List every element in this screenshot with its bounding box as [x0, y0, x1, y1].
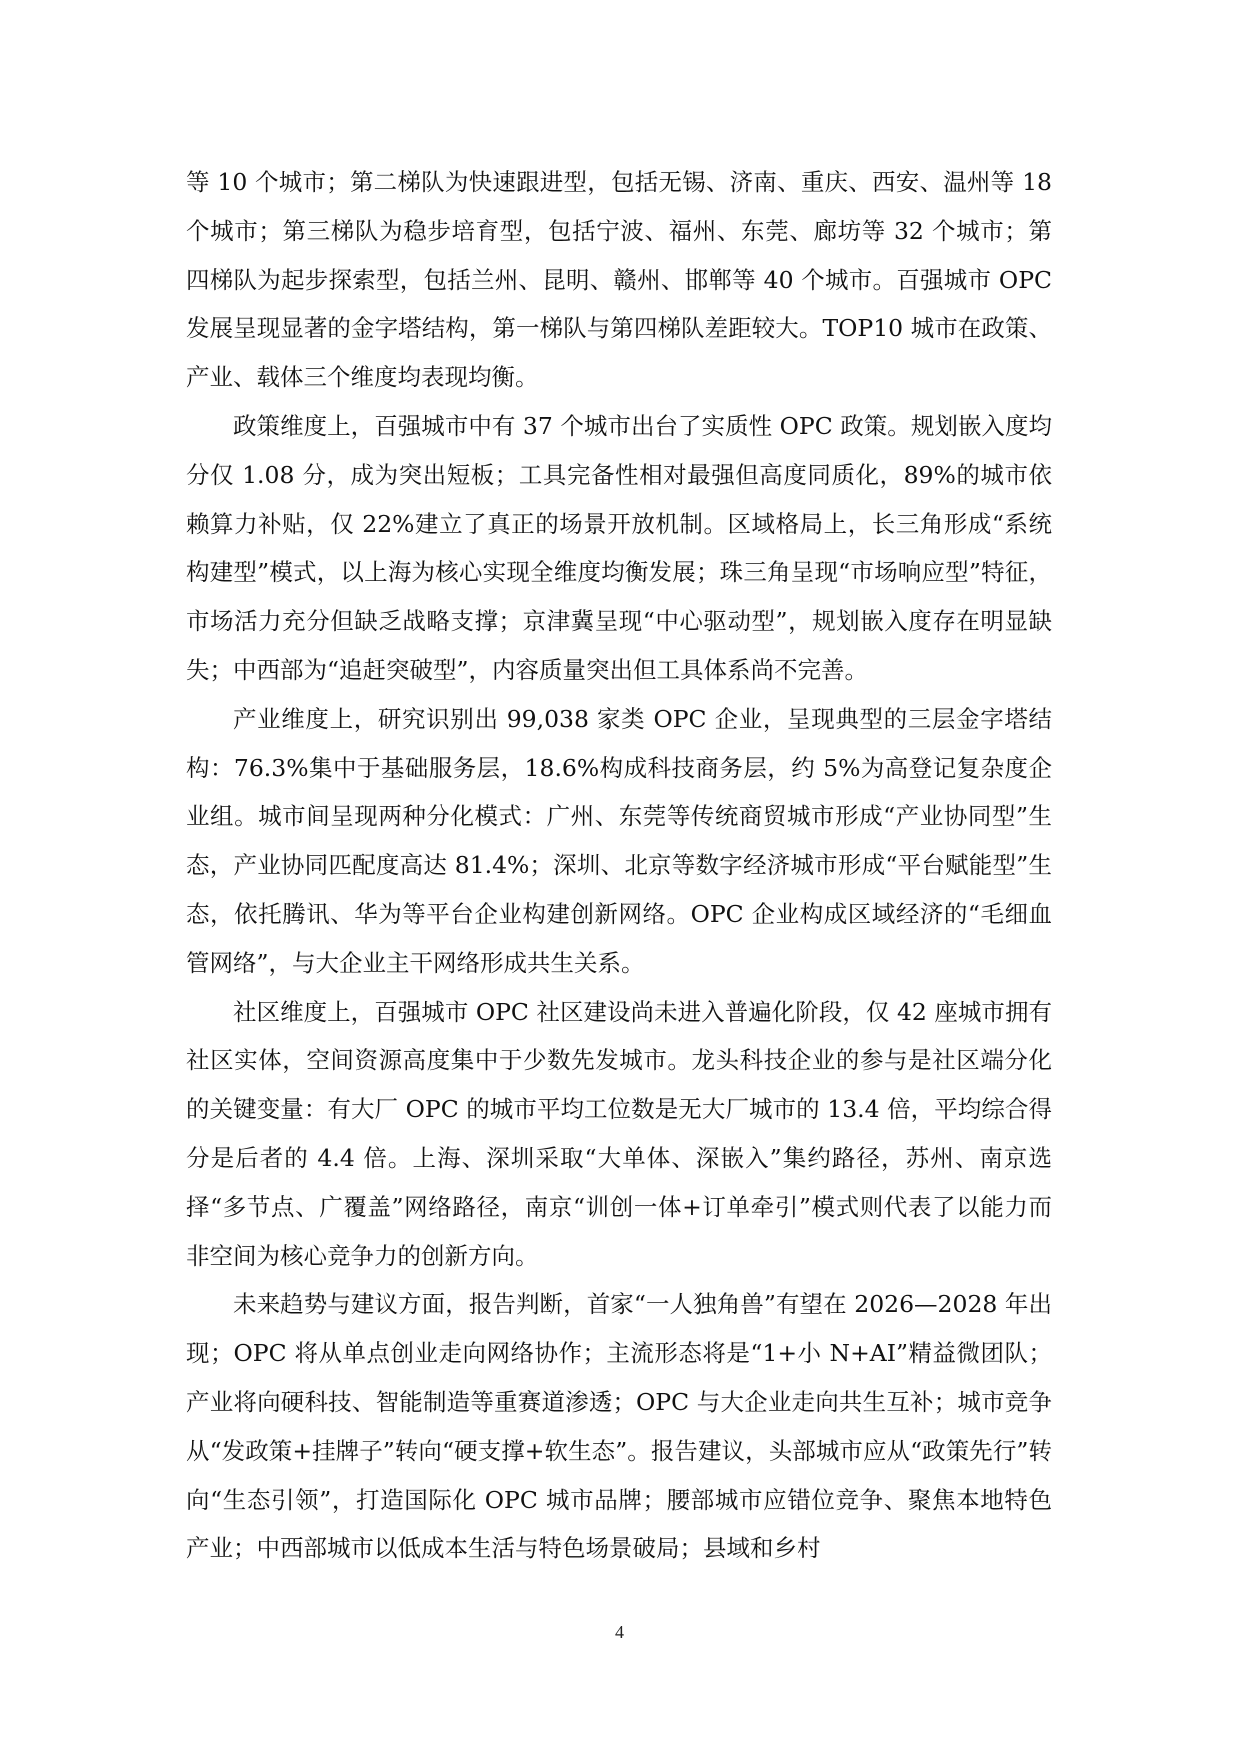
body-text	[186, 158, 1052, 1573]
paragraph-industry-dimension: 产业维度上，研究识别出 99,038 家类 OPC 企业，呈现典型的三层金字塔结构：76.3%集中于基础服务层，18.6%构成科技商务层，约 5%为高登记复杂度企业组。城市间呈现两种分化模式：广州、东莞等传统商贸城市形成“产业协同型”生态，产业协同匹配度高达 81.4%；深圳、北京等数字经济城市形成“平台赋能型”生态，依托腾讯、华为等平台企业构建创新网络。OPC 企业构成区域经济的“毛细血管网络”，与大企业主干网络形成共生关系。	[186, 704, 1052, 977]
paragraph-future-trends: 未来趋势与建议方面，报告判断，首家“一人独角兽”有望在 2026—2028 年出现；OPC 将从单点创业走向网络协作；主流形态将是“1+小 N+AI”精益微团队；产业将向硬科技、智能制造等重赛道渗透；OPC 与大企业走向共生互补；城市竞争从“发政策+挂牌子”转向“硬支撑+软生态”。报告建议，头部城市应从“政策先行”转向“生态引领”，打造国际化 OPC 城市品牌；腰部城市应错位竞争、聚焦本地特色产业；中西部城市以低成本生活与特色场景破局；县域和乡村	[186, 1290, 1052, 1563]
paragraph-continuation: 等 10 个城市；第二梯队为快速跟进型，包括无锡、济南、重庆、西安、温州等 18 个城市；第三梯队为稳步培育型，包括宁波、福州、东莞、廊坊等 32 个城市；第四梯队为起步探索型，包括兰州、昆明、赣州、邯郸等 40 个城市。百强城市 OPC 发展呈现显著的金字塔结构，第一梯队与第四梯队差距较大。TOP10 城市在政策、产业、载体三个维度均表现均衡。	[186, 168, 1052, 392]
paragraph-policy-dimension: 政策维度上，百强城市中有 37 个城市出台了实质性 OPC 政策。规划嵌入度均分仅 1.08 分，成为突出短板；工具完备性相对最强但高度同质化，89%的城市依赖算力补贴，仅 22%建立了真正的场景开放机制。区域格局上，长三角形成“系统构建型”模式，以上海为核心实现全维度均衡发展；珠三角呈现“市场响应型”特征，市场活力充分但缺乏战略支撑；京津冀呈现“中心驱动型”，规划嵌入度存在明显缺失；中西部为“追赶突破型”，内容质量突出但工具体系尚不完善。	[186, 411, 1052, 684]
paragraph-community-dimension: 社区维度上，百强城市 OPC 社区建设尚未进入普遍化阶段，仅 42 座城市拥有社区实体，空间资源高度集中于少数先发城市。龙头科技企业的参与是社区端分化的关键变量：有大厂 OPC 的城市平均工位数是无大厂城市的 13.4 倍，平均综合得分是后者的 4.4 倍。上海、深圳采取“大单体、深嵌入”集约路径，苏州、南京选择“多节点、广覆盖”网络路径，南京“训创一体+订单牵引”模式则代表了以能力而非空间为核心竞争力的创新方向。	[186, 997, 1052, 1270]
page-number: 4	[615, 1622, 624, 1642]
